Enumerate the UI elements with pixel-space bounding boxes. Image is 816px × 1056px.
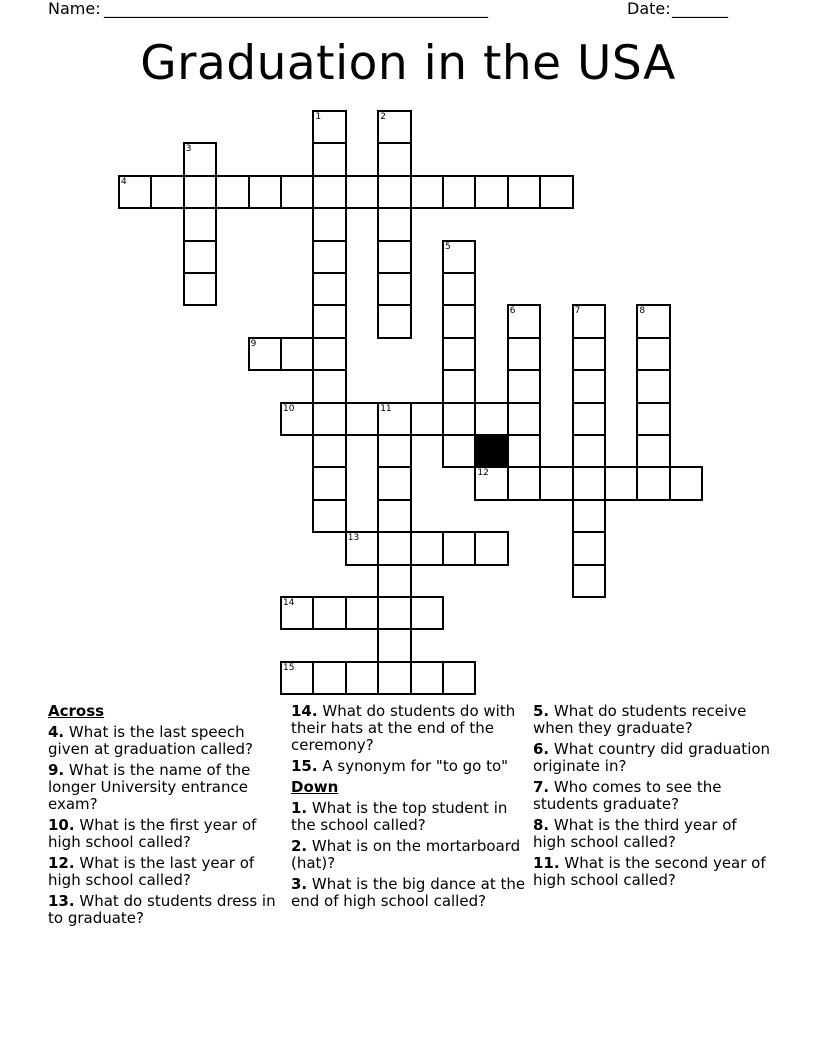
cell-number: 7 <box>574 306 581 317</box>
crossword-cell[interactable] <box>572 466 606 500</box>
crossword-cell[interactable] <box>442 402 476 436</box>
clue-number: 6. <box>533 740 550 758</box>
cell-number: 11 <box>380 403 392 414</box>
clue-number: 2. <box>291 837 308 855</box>
crossword-cell[interactable] <box>377 142 411 176</box>
crossword-cell[interactable] <box>377 466 411 500</box>
clue-down-8 <box>533 817 773 851</box>
crossword-cell[interactable] <box>572 564 606 598</box>
crossword-cell[interactable] <box>604 466 638 500</box>
crossword-cell[interactable] <box>572 402 606 436</box>
crossword-cell[interactable] <box>183 142 217 176</box>
crossword-cell[interactable] <box>312 272 346 306</box>
crossword-cell[interactable] <box>507 402 541 436</box>
crossword-cell[interactable] <box>442 304 476 338</box>
crossword-cell[interactable] <box>345 402 379 436</box>
clues-column-2 <box>291 703 527 914</box>
clue-text: What do students receive when they graduate? <box>533 702 747 737</box>
clue-number: 4. <box>48 723 65 741</box>
crossword-cell[interactable] <box>474 175 508 209</box>
clue-text: A synonym for "to go to" <box>322 757 509 775</box>
crossword-cell[interactable] <box>442 434 476 468</box>
down-heading: Down <box>291 778 339 796</box>
crossword-cell[interactable] <box>377 110 411 144</box>
crossword-cell[interactable] <box>410 402 444 436</box>
clue-number: 7. <box>533 778 550 796</box>
crossword-cell[interactable] <box>312 434 346 468</box>
cell-number: 3 <box>185 144 192 155</box>
clue-text: What country did graduation originate in? <box>533 740 771 775</box>
clue-down-3 <box>291 876 527 910</box>
crossword-cell[interactable] <box>312 337 346 371</box>
crossword-cell[interactable] <box>215 175 249 209</box>
name-label: Name: <box>48 0 101 18</box>
crossword-cell[interactable] <box>507 304 541 338</box>
clue-text: What do students dress in to graduate? <box>48 892 276 927</box>
crossword-cell[interactable] <box>410 596 444 630</box>
crossword-cell[interactable] <box>377 402 411 436</box>
clue-text: What is on the mortarboard (hat)? <box>291 837 521 872</box>
crossword-cell[interactable] <box>377 661 411 695</box>
clue-number: 13. <box>48 892 75 910</box>
crossword-cell[interactable] <box>377 499 411 533</box>
crossword-cell[interactable] <box>150 175 184 209</box>
crossword-cell[interactable] <box>507 466 541 500</box>
crossword-cell[interactable] <box>280 402 314 436</box>
clue-text: What is the last speech given at graduation called? <box>48 723 253 758</box>
clue-number: 1. <box>291 799 308 817</box>
crossword-cell[interactable] <box>442 337 476 371</box>
clue-down-5 <box>533 703 773 737</box>
crossword-cell[interactable] <box>507 369 541 403</box>
crossword-cell[interactable] <box>345 531 379 565</box>
crossword-cell[interactable] <box>248 337 282 371</box>
crossword-cell[interactable] <box>312 304 346 338</box>
crossword-cell[interactable] <box>572 434 606 468</box>
crossword-cell[interactable] <box>312 402 346 436</box>
crossword-cell[interactable] <box>442 272 476 306</box>
clue-number: 3. <box>291 875 308 893</box>
crossword-cell[interactable] <box>312 661 346 695</box>
crossword-cell[interactable] <box>345 661 379 695</box>
clue-text: What is the second year of high school called? <box>533 854 766 889</box>
crossword-cell[interactable] <box>183 207 217 241</box>
crossword-cell[interactable] <box>118 175 152 209</box>
clue-text: Who comes to see the students graduate? <box>533 778 722 813</box>
clue-down-2 <box>291 838 527 872</box>
clue-down-1 <box>291 800 527 834</box>
crossword-cell[interactable] <box>474 531 508 565</box>
crossword-cell[interactable] <box>442 661 476 695</box>
crossword-cell[interactable] <box>442 369 476 403</box>
crossword-cell[interactable] <box>248 175 282 209</box>
clue-across-4 <box>48 724 278 758</box>
crossword-cell[interactable] <box>572 337 606 371</box>
crossword-cell[interactable] <box>377 272 411 306</box>
clue-text: What is the name of the longer University entrance exam? <box>48 761 251 813</box>
crossword-cell[interactable] <box>312 596 346 630</box>
crossword-cell[interactable] <box>312 466 346 500</box>
clue-text: What is the big dance at the end of high school called? <box>291 875 526 910</box>
crossword-cell[interactable] <box>442 531 476 565</box>
clue-text: What do students do with their hats at the end of the ceremony? <box>291 702 516 754</box>
clue-number: 15. <box>291 757 318 775</box>
cell-number: 10 <box>283 403 295 414</box>
crossword-cell[interactable] <box>183 175 217 209</box>
cell-number: 5 <box>445 241 451 252</box>
clue-text: What is the first year of high school called? <box>48 816 257 851</box>
crossword-cell[interactable] <box>636 434 670 468</box>
clues-column-1 <box>48 703 278 931</box>
clue-down-11 <box>533 855 773 889</box>
clues-column-3 <box>533 703 773 893</box>
crossword-cell[interactable] <box>280 596 314 630</box>
crossword-cell[interactable] <box>377 207 411 241</box>
crossword-cell[interactable] <box>572 499 606 533</box>
crossword-cell[interactable] <box>312 499 346 533</box>
crossword-cell[interactable] <box>312 142 346 176</box>
crossword-cell[interactable] <box>636 402 670 436</box>
cell-number: 2 <box>380 112 386 122</box>
crossword-cell[interactable] <box>410 531 444 565</box>
clue-across-12 <box>48 855 278 889</box>
crossword-cell[interactable] <box>507 337 541 371</box>
clue-across-13 <box>48 893 278 927</box>
crossword-cell[interactable] <box>410 175 444 209</box>
crossword-cell[interactable] <box>377 175 411 209</box>
crossword-cell[interactable] <box>636 337 670 371</box>
crossword-cell[interactable] <box>312 110 346 144</box>
crossword-cell[interactable] <box>377 304 411 338</box>
crossword-cell[interactable] <box>442 240 476 274</box>
clue-down-6 <box>533 741 773 775</box>
name-blank-line[interactable]: ________________________________________________ <box>104 0 488 18</box>
date-label: Date: <box>627 0 671 18</box>
cell-number: 8 <box>639 306 646 317</box>
crossword-cell[interactable] <box>636 304 670 338</box>
crossword-cell[interactable] <box>474 402 508 436</box>
crossword-cell[interactable] <box>345 596 379 630</box>
clue-text: What is the top student in the school called? <box>291 799 508 834</box>
clue-text: What is the third year of high school called? <box>533 816 737 851</box>
clue-number: 14. <box>291 702 318 720</box>
crossword-cell[interactable] <box>410 661 444 695</box>
across-heading: Across <box>48 702 105 720</box>
crossword-cell[interactable] <box>280 175 314 209</box>
crossword-blocked-square <box>474 434 508 468</box>
crossword-cell[interactable] <box>280 661 314 695</box>
crossword-cell[interactable] <box>312 369 346 403</box>
crossword-cell[interactable] <box>377 628 411 662</box>
crossword-cell[interactable] <box>183 272 217 306</box>
cell-number: 4 <box>121 176 127 187</box>
crossword-cell[interactable] <box>280 337 314 371</box>
cell-number: 14 <box>283 598 295 608</box>
clue-number: 5. <box>533 702 550 720</box>
cell-number: 1 <box>315 112 322 122</box>
crossword-cell[interactable] <box>377 434 411 468</box>
clue-across-14 <box>291 703 527 754</box>
crossword-cell[interactable] <box>636 466 670 500</box>
crossword-cell[interactable] <box>312 175 346 209</box>
crossword-cell[interactable] <box>507 175 541 209</box>
clue-across-9 <box>48 762 278 813</box>
crossword-cell[interactable] <box>312 207 346 241</box>
crossword-cell[interactable] <box>474 466 508 500</box>
crossword-cell[interactable] <box>669 466 703 500</box>
clue-text: What is the last year of high school called? <box>48 854 255 889</box>
crossword-cell[interactable] <box>377 240 411 274</box>
crossword-cell[interactable] <box>312 240 346 274</box>
clue-number: 8. <box>533 816 550 834</box>
crossword-cell[interactable] <box>377 596 411 630</box>
crossword-cell[interactable] <box>572 369 606 403</box>
crossword-cell[interactable] <box>572 531 606 565</box>
crossword-cell[interactable] <box>636 369 670 403</box>
clue-number: 12. <box>48 854 75 872</box>
clue-number: 9. <box>48 761 65 779</box>
crossword-cell[interactable] <box>183 240 217 274</box>
crossword-cell[interactable] <box>507 434 541 468</box>
date-blank-line[interactable]: _______ <box>672 0 728 18</box>
cell-number: 15 <box>283 662 295 673</box>
clue-across-10 <box>48 817 278 851</box>
cell-number: 13 <box>347 533 360 544</box>
clue-number: 10. <box>48 816 75 834</box>
crossword-cell[interactable] <box>442 175 476 209</box>
cell-number: 6 <box>509 306 516 317</box>
clue-down-7 <box>533 779 773 813</box>
cell-number: 12 <box>477 468 489 479</box>
clue-across-15 <box>291 758 527 775</box>
crossword-cell[interactable] <box>539 466 573 500</box>
clue-number: 11. <box>533 854 560 872</box>
crossword-cell[interactable] <box>572 304 606 338</box>
cell-number: 9 <box>250 338 257 349</box>
crossword-cell[interactable] <box>539 175 573 209</box>
crossword-cell[interactable] <box>345 175 379 209</box>
crossword-cell[interactable] <box>377 531 411 565</box>
crossword-cell[interactable] <box>377 564 411 598</box>
page-title: Graduation in the USA <box>140 36 676 91</box>
